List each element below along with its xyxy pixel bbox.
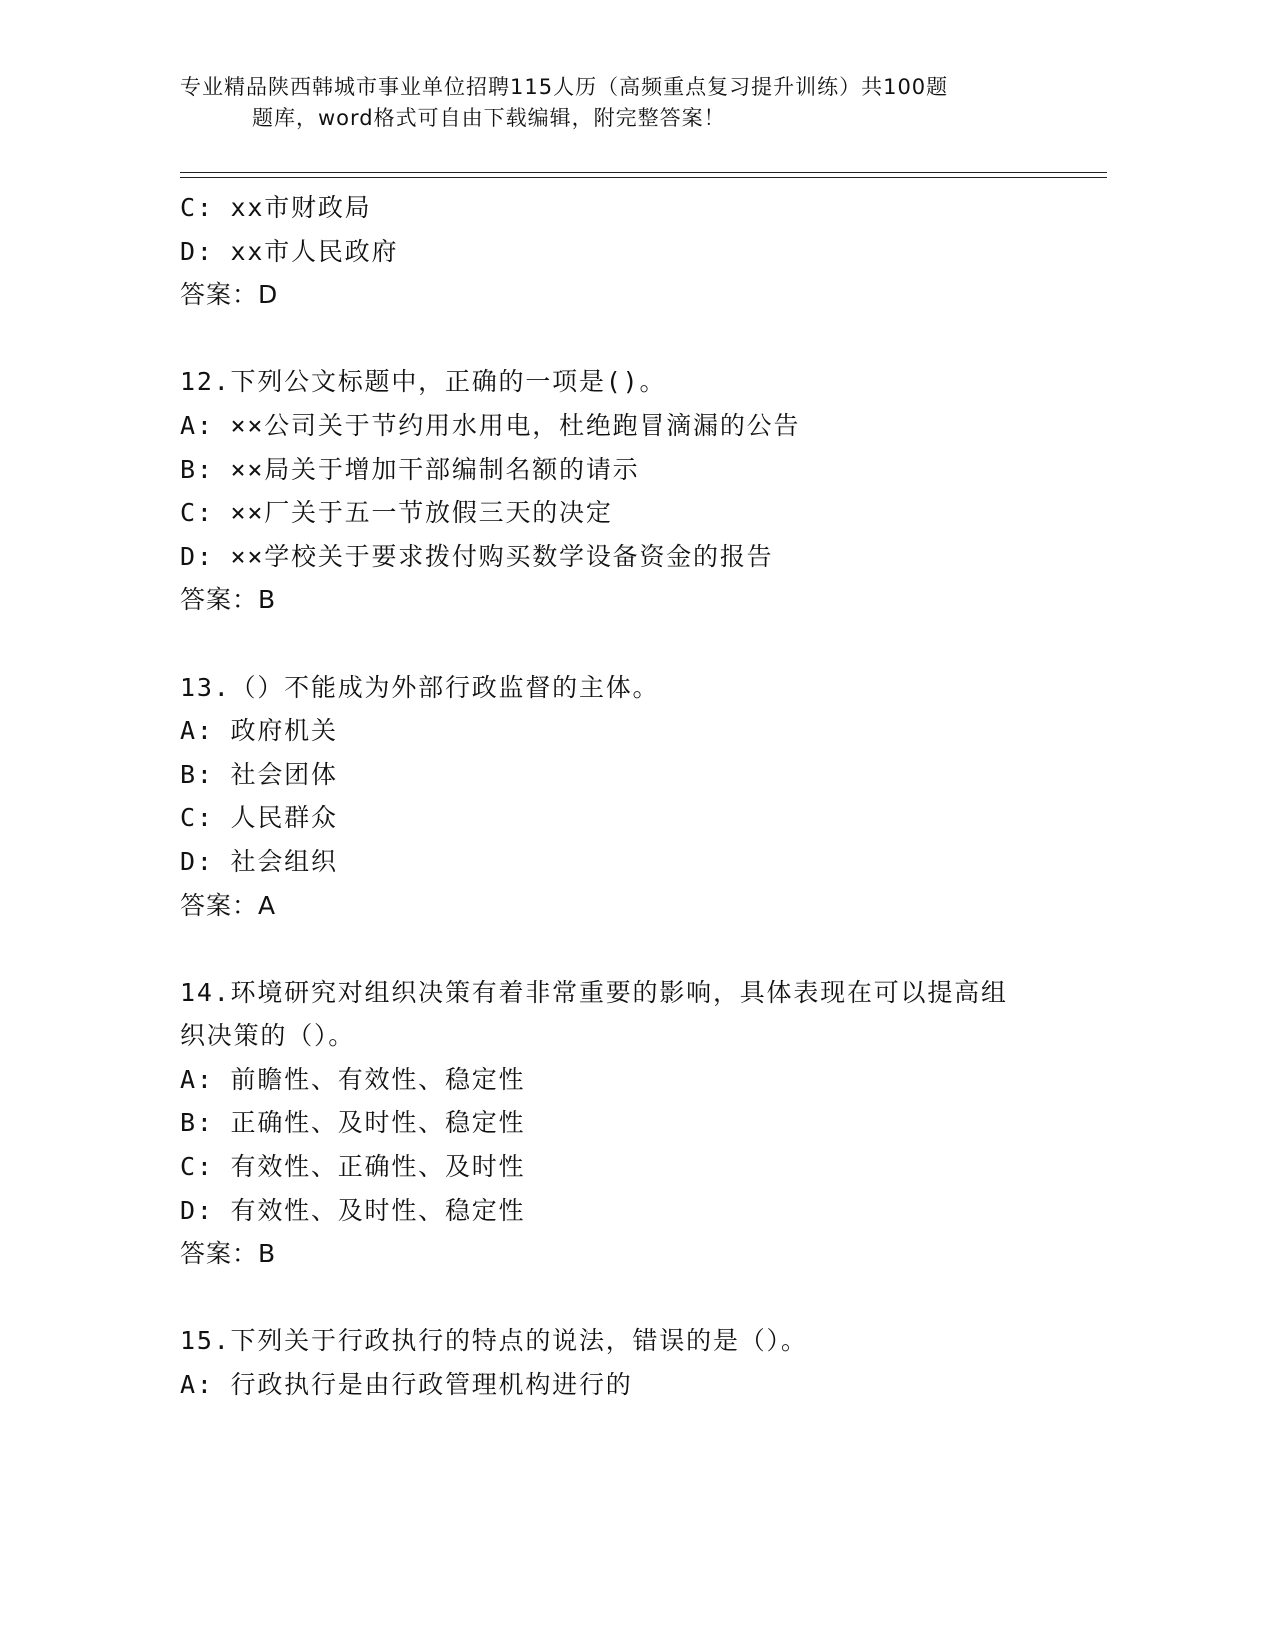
question-12-stem: 12.下列公文标题中，正确的一项是()。 [180, 367, 667, 397]
question-list [180, 186, 1080, 1407]
question-14-option-d: D: 有效性、及时性、稳定性 [180, 1195, 526, 1225]
question-13-option-a: A: 政府机关 [180, 716, 338, 746]
question-14 [180, 971, 1080, 1276]
question-15 [180, 1319, 1080, 1406]
question-13-option-c: C: 人民群众 [180, 803, 338, 833]
header-title-line-1: 专业精品陕西韩城市事业单位招聘115人历（高频重点复习提升训练）共100题 [180, 75, 949, 99]
question-11-option-d: D: xx市人民政府 [180, 236, 399, 266]
question-12-option-c: C: ××厂关于五一节放假三天的决定 [180, 498, 613, 528]
question-12-option-d: D: ××学校关于要求拨付购买数学设备资金的报告 [180, 541, 774, 571]
header-title-line-2: 题库，word格式可自由下载编辑，附完整答案！ [252, 106, 726, 130]
header-divider-top [180, 172, 1107, 173]
question-13-stem: 13.（）不能成为外部行政监督的主体。 [180, 672, 660, 702]
question-12 [180, 360, 1080, 622]
header-divider-bottom [180, 177, 1107, 178]
question-14-option-c: C: 有效性、正确性、及时性 [180, 1152, 526, 1182]
question-14-answer: 答案：B [180, 1239, 277, 1269]
question-12-answer: 答案：B [180, 585, 277, 615]
question-14-option-b: B: 正确性、及时性、稳定性 [180, 1108, 526, 1138]
question-11-option-c: C: xx市财政局 [180, 193, 372, 222]
question-15-option-a: A: 行政执行是由行政管理机构进行的 [180, 1370, 633, 1400]
spacer [180, 1276, 1080, 1320]
question-11-answer: 答案：D [180, 280, 279, 310]
question-14-option-a: A: 前瞻性、有效性、稳定性 [180, 1064, 526, 1094]
spacer [180, 622, 1080, 666]
spacer [180, 317, 1080, 361]
question-12-option-b: B: ××局关于增加干部编制名额的请示 [180, 454, 640, 484]
question-15-stem: 15.下列关于行政执行的特点的说法，错误的是（）。 [180, 1326, 808, 1356]
question-13-option-d: D: 社会组织 [180, 846, 338, 876]
question-13-option-b: B: 社会团体 [180, 759, 338, 789]
question-13-answer: 答案：A [180, 890, 277, 920]
question-14-stem-line-2: 织决策的（）。 [180, 1021, 356, 1051]
spacer [180, 927, 1080, 971]
question-13 [180, 666, 1080, 928]
question-11-fragment [180, 186, 1080, 317]
question-12-option-a: A: ××公司关于节约用水用电，杜绝跑冒滴漏的公告 [180, 410, 801, 440]
question-14-stem-line-1: 14.环境研究对组织决策有着非常重要的影响，具体表现在可以提高组 [180, 977, 1008, 1007]
document-header [180, 72, 1080, 134]
